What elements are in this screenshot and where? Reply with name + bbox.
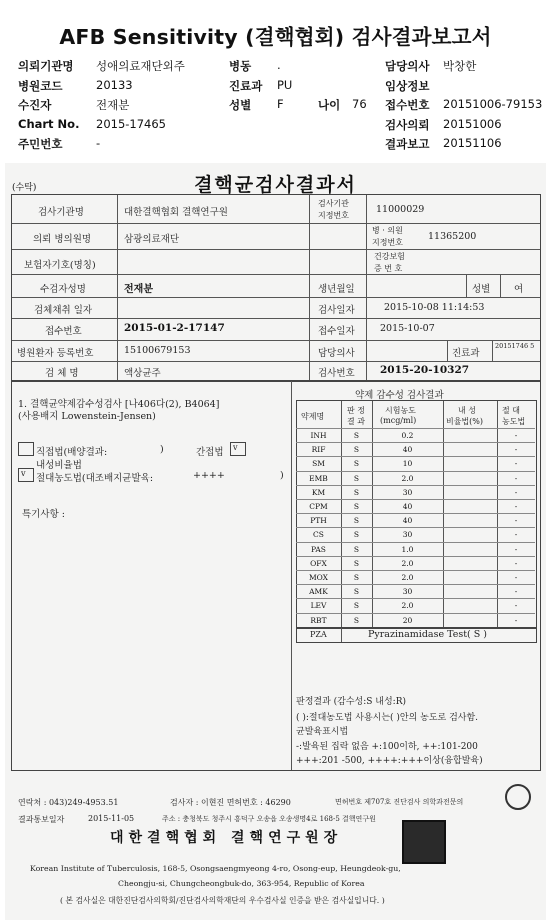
pza-value: Pyrazinamidase Test( S ) [368, 629, 487, 640]
value-chart-no: 2015-17465 [96, 117, 166, 131]
drug-name-cell: INH [310, 431, 327, 440]
director-stamp [402, 820, 446, 864]
legend-4: -:발육된 집락 없음 +:100이하, ++:101-200 [296, 742, 478, 752]
value-attending-doctor: 박창한 [443, 59, 477, 73]
drug-abs-cell: - [514, 445, 518, 455]
drug-conc-cell: 2.0 [401, 473, 414, 483]
value-examinee-name: 전재분 [124, 284, 153, 295]
value-test-request: 20151006 [443, 117, 502, 131]
label-patient-registration: 병원환자 등록번호 [17, 348, 94, 359]
direct-method-label: 직접법(배양결과: [36, 447, 108, 458]
scanned-report-title: 결핵균검사결과서 [194, 174, 357, 196]
drug-name-cell: MOX [308, 573, 329, 582]
pza-label: PZA [310, 630, 327, 639]
footer-org-korean: 대한결핵협회 결핵연구원장 [110, 830, 343, 846]
drug-conc-cell: 40 [402, 516, 413, 526]
label-requesting-hospital: 의뢰 병의원명 [33, 234, 92, 245]
drug-name-cell: AMK [309, 587, 328, 597]
drug-name-cell: PTH [310, 516, 327, 526]
indirect-method-label: 간접법 [196, 447, 224, 458]
drug-result-cell: S [353, 587, 360, 597]
drug-result-cell: S [353, 573, 360, 582]
drug-row [296, 542, 535, 557]
drug-row [296, 485, 535, 500]
drug-name-cell: RBT [310, 615, 327, 625]
drug-name-cell: CPM [309, 502, 328, 511]
drug-row [296, 527, 535, 542]
drug-result-cell: S [353, 516, 360, 526]
drug-name-cell: LEV [310, 601, 327, 611]
col-ratio-2: 비율법(%) [446, 417, 484, 426]
drug-result-cell: S [353, 431, 360, 440]
drug-result-cell: S [353, 459, 360, 469]
label-testing-institution: 검사기관명 [38, 207, 84, 218]
drug-result-cell: S [353, 544, 360, 554]
footer-report-date: 2015-11-05 [88, 814, 135, 823]
drug-name-cell: EMB [309, 473, 328, 483]
drug-abs-cell: - [514, 601, 518, 611]
label-department: 진료과 [229, 79, 263, 93]
drug-abs-cell: - [514, 516, 518, 526]
label-chart-no: Chart No. [18, 117, 80, 131]
col-conc-1: 시험농도 [385, 406, 416, 415]
label-clinical-info: 임상정보 [385, 79, 430, 93]
drug-conc-cell: 2.0 [401, 601, 414, 611]
label-examinee-name: 수검자성명 [40, 284, 86, 295]
footer-certification: ( 본 검사실은 대한진단검사의학회/진단검사의학재단의 우수검사실 인증을 받은 검사실입니다. ) [60, 896, 385, 905]
label-scan-doctor: 담당의사 [318, 348, 355, 359]
value-hospital-designation-code: 11365200 [428, 231, 477, 242]
ratio-method-label: 내성비율법 [36, 460, 82, 471]
report-title: AFB Sensitivity (결핵협회) 검사결과보고서 [59, 25, 492, 49]
value-requesting-hospital: 삼광의료재단 [124, 234, 180, 245]
drug-conc-cell: 30 [402, 487, 413, 497]
absolute-concentration-growth: ++++ [193, 470, 225, 481]
label-resident-no: 주민번호 [18, 137, 63, 151]
footer-report-date-label: 결과통보일자 [18, 815, 65, 824]
label-hospital-code-1: 병 · 의원 [372, 226, 403, 235]
consignment-tag: (수탁) [12, 183, 37, 193]
label-scan-dept: 진료과 [452, 348, 480, 359]
drug-row [296, 442, 535, 457]
col-conc-2: (mcg/ml) [380, 416, 417, 425]
drug-conc-cell: 1.0 [401, 544, 414, 554]
footer-examiner: 검사자 : 이현진 면허번호 : 46290 [170, 798, 291, 807]
label-specimen: 검 체 명 [45, 368, 79, 379]
drug-row [296, 471, 535, 486]
value-patient: 전재분 [96, 98, 130, 112]
drug-abs-cell: - [514, 530, 518, 540]
value-specimen: 액상균주 [124, 368, 161, 379]
label-health-insurance-1: 건강보험 [374, 252, 405, 261]
drug-abs-cell: - [514, 558, 518, 568]
drug-row [296, 613, 535, 628]
drug-row [296, 499, 535, 514]
label-test-date: 검사일자 [318, 305, 355, 316]
drug-result-cell: S [353, 502, 360, 511]
value-requesting-institution: 성애의료재단외주 [96, 59, 185, 73]
drug-row [296, 584, 535, 599]
footer-org-english-2: Cheongju-si, Chungcheongbuk-do, 363-954, Republic of Korea [118, 879, 365, 888]
legend-3: 균발육표시법 [296, 727, 349, 737]
drug-abs-cell: - [514, 587, 518, 597]
col-result-2: 결 과 [347, 417, 365, 426]
drug-abs-cell: - [514, 459, 518, 469]
value-test-no: 2015-20-10327 [380, 364, 470, 376]
value-patient-registration: 15100679153 [124, 345, 191, 356]
drug-name-cell: SM [312, 459, 325, 469]
value-receipt-date: 2015-10-07 [380, 323, 435, 334]
label-insurer: 보험자기호(명칭) [24, 260, 96, 271]
value-resident-no: - [96, 136, 101, 150]
legend-2: ( ):절대농도법 사용시는( )안의 농도로 검사함. [296, 713, 479, 723]
drug-row [296, 456, 535, 471]
drug-result-cell: S [353, 615, 360, 625]
drug-conc-cell: 10 [402, 459, 413, 469]
drug-conc-cell: 30 [402, 530, 413, 540]
absolute-concentration-checkmark: v [21, 469, 26, 478]
col-abs-2: 농도법 [502, 417, 526, 426]
col-result-1: 판 정 [347, 406, 365, 415]
direct-method-close: ) [160, 444, 164, 455]
value-department: PU [277, 78, 293, 92]
value-hospital-code: 20133 [96, 78, 133, 92]
drug-conc-cell: 2.0 [401, 573, 414, 582]
method-line-1: 1. 결핵균약제감수성검사 [나406다(2), B4064] [18, 399, 220, 410]
label-test-no: 검사번호 [318, 368, 355, 379]
label-health-insurance-2: 증 번 호 [374, 264, 403, 273]
drug-abs-cell: - [514, 487, 518, 497]
footer-contact: 연락처 : 043)249-4953.51 [18, 798, 119, 807]
value-scan-sex: 여 [514, 284, 524, 295]
value-age: 76 [352, 97, 367, 111]
drug-row [296, 570, 535, 585]
drug-conc-cell: 30 [402, 587, 413, 597]
direct-method-checkbox[interactable] [18, 442, 34, 456]
value-scan-dept: 20151746 5 [495, 342, 535, 350]
footer-org-english-1: Korean Institute of Tuberculosis, 168-5, Osongsaengmyeong 4-ro, Osong-eup, Heungdeok-gu, [30, 864, 401, 873]
drug-result-cell: S [353, 473, 360, 483]
drug-result-cell: S [353, 558, 360, 568]
drug-abs-cell: - [514, 473, 518, 483]
footer-address: 주소 : 충청북도 청주시 흥덕구 오송읍 오송생명4로 168-5 결핵연구원 [162, 815, 376, 823]
absolute-concentration-close: ) [280, 470, 284, 481]
drug-conc-cell: 2.0 [401, 558, 414, 568]
label-receipt-no: 접수번호 [385, 98, 430, 112]
drug-result-cell: S [353, 445, 360, 455]
value-sex: F [277, 97, 284, 111]
label-hospital-code: 병원코드 [18, 79, 63, 93]
footer-license: 면허번호 제707호 진단검사 의학과전문의 [335, 798, 464, 806]
drug-row [296, 428, 535, 443]
label-attending-doctor: 담당의사 [385, 59, 430, 73]
label-institution-code-1: 검사기관 [318, 199, 349, 208]
value-test-date: 2015-10-08 11:14:53 [384, 302, 485, 313]
specialist-seal [505, 784, 531, 810]
label-age: 나이 [318, 98, 341, 112]
label-collection-date: 검체채취 일자 [34, 305, 93, 316]
label-date-of-birth: 생년월일 [318, 284, 355, 295]
drug-abs-cell: - [514, 502, 518, 511]
value-testing-institution: 대한결핵협회 결핵연구원 [124, 207, 228, 218]
label-scan-sex: 성별 [472, 284, 491, 295]
drug-result-cell: S [353, 530, 360, 540]
drug-name-cell: OFX [310, 558, 327, 568]
label-sex: 성별 [229, 98, 252, 112]
drug-result-cell: S [353, 487, 360, 497]
absolute-concentration-label: 절대농도법(대조배지균발육: [36, 473, 154, 484]
label-requesting-institution: 의뢰기관명 [18, 59, 74, 73]
label-test-request: 검사의뢰 [385, 118, 430, 132]
drug-abs-cell: - [514, 431, 518, 440]
drug-name-cell: PAS [311, 544, 326, 554]
value-scan-receipt-no: 2015-01-2-17147 [124, 322, 225, 334]
drug-conc-cell: 40 [402, 502, 413, 511]
col-abs-1: 절 대 [502, 406, 520, 415]
value-ward: . [277, 58, 281, 72]
col-drug-name: 약제명 [301, 412, 325, 421]
value-result-report: 20151106 [443, 136, 502, 150]
special-notes-label: 특기사항 : [22, 509, 65, 520]
label-hospital-code-2: 지정번호 [372, 238, 403, 247]
legend-5: +++:201 -500, ++++:+++이상(융합발육) [296, 756, 483, 766]
drug-row [296, 598, 535, 613]
drug-row [296, 556, 535, 571]
col-ratio-1: 내 성 [458, 406, 476, 415]
value-receipt-no: 20151006-79153 [443, 97, 543, 111]
label-ward: 병동 [229, 59, 252, 73]
sensitivity-title: 약제 감수성 검사결과 [355, 390, 444, 401]
drug-result-cell: S [353, 601, 360, 611]
drug-name-cell: RIF [311, 445, 326, 455]
drug-conc-cell: 20 [402, 615, 413, 625]
value-institution-code: 11000029 [376, 204, 425, 215]
drug-abs-cell: - [514, 544, 518, 554]
label-institution-code-2: 지정번호 [318, 211, 349, 220]
method-line-2: (사용배지 Lowenstein-Jensen) [18, 411, 156, 422]
drug-name-cell: CS [313, 530, 324, 540]
label-patient: 수진자 [18, 98, 52, 112]
indirect-method-checkmark: v [233, 443, 238, 452]
label-result-report: 결과보고 [385, 137, 430, 151]
drug-abs-cell: - [514, 615, 518, 625]
drug-conc-cell: 0.2 [401, 431, 414, 440]
drug-conc-cell: 40 [402, 445, 413, 455]
drug-row [296, 513, 535, 528]
label-receipt-date: 접수일자 [318, 326, 355, 337]
label-scan-receipt-no: 접수번호 [45, 326, 82, 337]
drug-name-cell: KM [311, 487, 326, 497]
drug-abs-cell: - [514, 573, 518, 582]
legend-1: 판정결과 (감수성:S 내성:R) [296, 697, 406, 707]
